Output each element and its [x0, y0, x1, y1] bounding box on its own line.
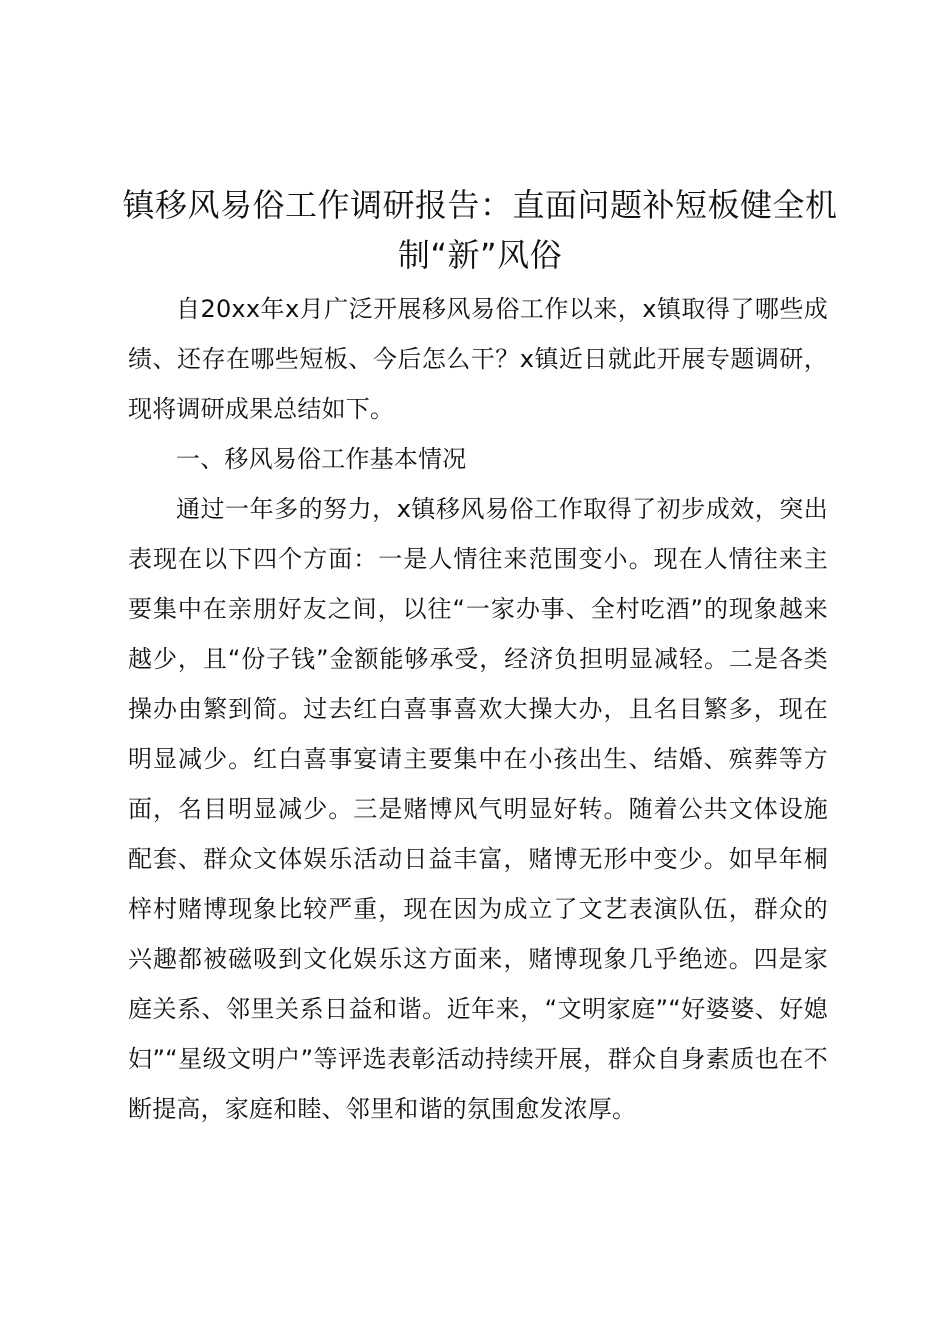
document-title: 镇移风易俗工作调研报告：直面问题补短板健全机制“新”风俗: [122, 186, 838, 274]
document-body: [128, 284, 828, 1134]
paragraph-basic-situation: 通过一年多的努力，x镇移风易俗工作取得了初步成效，突出表现在以下四个方面：一是人情往来范围变小。现在人情往来主要集中在亲朋好友之间，以往“一家办事、全村吃酒”的现象越来越少，且“份子钱”金额能够承受，经济负担明显减轻。二是各类操办由繁到简。过去红白喜事喜欢大操大办，且名目繁多，现在明显减少。红白喜事宴请主要集中在小孩出生、结婚、殡葬等方面，名目明显减少。三是赌博风气明显好转。随着公共文体设施配套、群众文体娱乐活动日益丰富，赌博无形中变少。如早年桐梓村赌博现象比较严重，现在因为成立了文艺表演队伍，群众的兴趣都被磁吸到文化娱乐这方面来，赌博现象几乎绝迹。四是家庭关系、邻里关系日益和谐。近年来，“文明家庭”“好婆婆、好媳妇”“星级文明户”等评选表彰活动持续开展，群众自身素质也在不断提高，家庭和睦、邻里和谐的氛围愈发浓厚。: [128, 495, 828, 1123]
section-heading: 一、移风易俗工作基本情况: [176, 445, 467, 473]
paragraph-intro: 自20xx年x月广泛开展移风易俗工作以来，x镇取得了哪些成绩、还存在哪些短板、今后怎么干？x镇近日就此开展专题调研，现将调研成果总结如下。: [128, 295, 828, 423]
